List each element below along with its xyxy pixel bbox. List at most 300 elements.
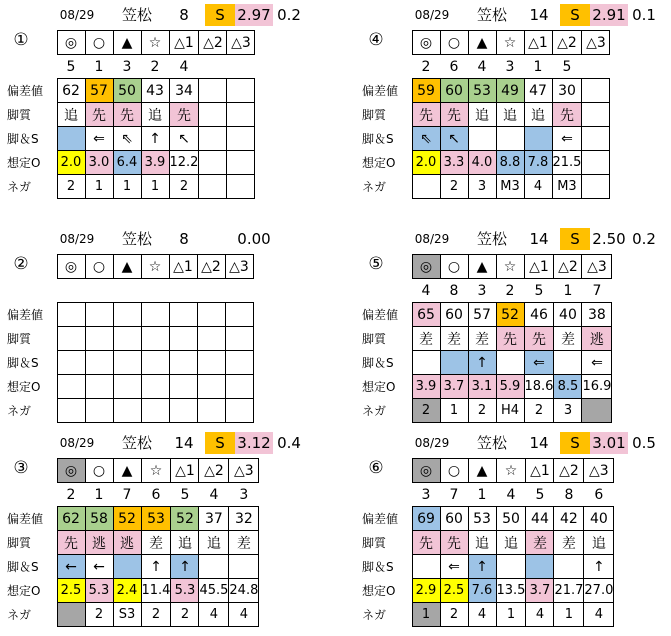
race-index: ④ <box>368 30 384 50</box>
value-cell: 52 <box>496 303 524 327</box>
value-cell: 2 <box>524 399 554 423</box>
race-score: 2.97 <box>235 4 273 26</box>
value-cell: 2 <box>85 603 113 627</box>
value-cell <box>524 127 552 151</box>
value-cell: 16.9 <box>582 375 612 399</box>
race-header <box>360 226 660 250</box>
mark-cell: ○ <box>440 255 468 279</box>
value-cell: 18.6 <box>524 375 554 399</box>
value-cell: 先 <box>113 103 141 127</box>
value-cell: ↑ <box>141 127 169 151</box>
value-cell <box>57 327 85 351</box>
data-row <box>5 127 255 151</box>
value-cell <box>85 351 113 375</box>
mark-cell: ▲ <box>468 459 496 483</box>
value-cell: 追 <box>468 103 496 127</box>
value-cell <box>141 351 169 375</box>
value-cell: 追 <box>57 103 85 127</box>
row-label: 脚質 <box>362 108 387 122</box>
value-cell: ⇐ <box>552 127 582 151</box>
value-cell: 5.9 <box>496 375 524 399</box>
race-grade <box>205 228 235 250</box>
value-cell: 先 <box>57 531 85 555</box>
race-index: ③ <box>13 458 29 478</box>
data-row <box>360 103 610 127</box>
value-cell: 先 <box>552 103 582 127</box>
race-runners: 14 <box>529 230 549 248</box>
race-runners: 8 <box>179 6 189 24</box>
race-panel-p1 <box>5 2 305 202</box>
value-cell <box>113 351 141 375</box>
horse-number: 5 <box>535 486 545 503</box>
value-cell: 逃 <box>113 531 141 555</box>
value-cell: 44 <box>526 507 554 531</box>
row-label: 想定O <box>7 156 41 170</box>
mark-cell: ☆ <box>496 255 524 279</box>
value-cell <box>199 175 227 199</box>
value-cell: 3.3 <box>440 151 468 175</box>
value-cell: 2 <box>440 175 468 199</box>
value-cell: 4.0 <box>468 151 496 175</box>
marks-row <box>5 459 259 483</box>
value-cell <box>582 399 612 423</box>
mark-cell: △1 <box>169 31 199 55</box>
race-place: 笠松 <box>121 6 152 24</box>
race-margin: 0.1 <box>632 6 656 24</box>
mark-cell: ○ <box>440 459 468 483</box>
row-label: 脚質 <box>7 108 32 122</box>
value-cell <box>225 375 253 399</box>
value-cell: 50 <box>113 79 141 103</box>
value-cell <box>113 375 141 399</box>
row-label: 脚質 <box>362 536 387 550</box>
value-cell <box>169 351 197 375</box>
horse-number: 4 <box>477 58 487 75</box>
mark-cell: △2 <box>199 459 229 483</box>
race-score: 0.00 <box>237 230 271 248</box>
row-label: 想定O <box>362 584 396 598</box>
race-grade: S <box>205 4 235 26</box>
prediction-table <box>360 458 614 627</box>
row-label-empty <box>360 483 412 507</box>
horse-number: 4 <box>209 486 219 503</box>
value-cell <box>199 79 227 103</box>
value-cell <box>85 375 113 399</box>
mark-cell: ○ <box>440 31 468 55</box>
row-label-empty <box>5 459 57 483</box>
value-cell <box>197 351 225 375</box>
value-cell: 43 <box>141 79 169 103</box>
value-cell: 逃 <box>582 327 612 351</box>
race-score: 2.50 <box>592 230 626 248</box>
value-cell: 4 <box>468 603 496 627</box>
mark-cell: ◎ <box>57 255 85 279</box>
value-cell: 2.9 <box>412 579 440 603</box>
mark-cell: ▲ <box>468 255 496 279</box>
horse-number: 4 <box>179 58 189 75</box>
value-cell <box>554 351 582 375</box>
value-cell <box>197 303 225 327</box>
row-label-empty <box>360 31 412 55</box>
data-row <box>5 151 255 175</box>
race-date: 08/29 <box>414 232 450 246</box>
value-cell: 2 <box>57 175 85 199</box>
value-cell: 2.4 <box>113 579 141 603</box>
value-cell <box>227 127 255 151</box>
data-row <box>360 79 610 103</box>
race-date: 08/29 <box>59 436 95 450</box>
horse-number <box>225 279 253 303</box>
value-cell: 47 <box>524 79 552 103</box>
horse-number-row <box>360 279 612 303</box>
mark-cell: ◎ <box>57 459 85 483</box>
value-cell: 11.4 <box>141 579 171 603</box>
prediction-table <box>360 30 610 199</box>
value-cell: 先 <box>412 531 440 555</box>
race-grade: S <box>205 432 235 454</box>
value-cell <box>496 127 524 151</box>
value-cell: ↑ <box>468 555 496 579</box>
value-cell: 40 <box>584 507 614 531</box>
mark-cell: △1 <box>169 255 197 279</box>
value-cell <box>526 555 554 579</box>
data-row <box>5 579 259 603</box>
row-label-empty <box>5 279 57 303</box>
horse-number-row <box>5 483 259 507</box>
value-cell <box>412 175 440 199</box>
row-label: ネガ <box>362 404 387 418</box>
horse-number: 2 <box>421 58 431 75</box>
row-label: 脚＆S <box>7 560 39 574</box>
value-cell: 先 <box>524 327 554 351</box>
value-cell <box>141 303 169 327</box>
value-cell <box>141 399 169 423</box>
data-row <box>5 531 259 555</box>
mark-cell: △1 <box>171 459 199 483</box>
row-label-empty <box>360 55 412 79</box>
value-cell <box>468 127 496 151</box>
value-cell <box>57 603 85 627</box>
value-cell: ← <box>85 555 113 579</box>
horse-number <box>227 55 255 79</box>
value-cell: 37 <box>199 507 229 531</box>
horse-number: 1 <box>563 282 573 299</box>
horse-number <box>57 279 85 303</box>
row-label-empty <box>5 31 57 55</box>
mark-cell: △2 <box>199 31 227 55</box>
horse-number: 3 <box>505 58 515 75</box>
horse-number-row <box>360 55 610 79</box>
value-cell: 5.3 <box>171 579 199 603</box>
horse-number: 1 <box>94 486 104 503</box>
marks-row <box>5 255 253 279</box>
race-score: 3.12 <box>235 432 273 454</box>
horse-number: 8 <box>449 282 459 299</box>
mark-cell: △2 <box>554 459 584 483</box>
value-cell: 2 <box>141 603 171 627</box>
horse-number: 7 <box>122 486 132 503</box>
value-cell <box>169 303 197 327</box>
race-index: ② <box>13 254 29 274</box>
value-cell: 8.5 <box>554 375 582 399</box>
value-cell: 2 <box>412 399 440 423</box>
value-cell: 先 <box>440 103 468 127</box>
horse-number-row <box>5 279 253 303</box>
prediction-table <box>5 30 255 199</box>
marks-row <box>5 31 255 55</box>
value-cell: 追 <box>199 531 229 555</box>
mark-cell: ◎ <box>412 459 440 483</box>
value-cell <box>412 555 440 579</box>
value-cell <box>227 79 255 103</box>
value-cell: 13.5 <box>496 579 526 603</box>
horse-number-row <box>360 483 614 507</box>
mark-cell: ☆ <box>141 255 169 279</box>
horse-number: 1 <box>533 58 543 75</box>
value-cell: ↑ <box>584 555 614 579</box>
race-panel-p2 <box>5 226 305 426</box>
data-row <box>360 303 612 327</box>
value-cell: 57 <box>85 79 113 103</box>
value-cell: 1 <box>113 175 141 199</box>
value-cell: 4 <box>526 603 554 627</box>
race-date: 08/29 <box>414 8 450 22</box>
race-margin: 0.2 <box>277 6 301 24</box>
value-cell <box>412 351 440 375</box>
value-cell: 3 <box>468 175 496 199</box>
value-cell: 差 <box>229 531 259 555</box>
mark-cell: ▲ <box>468 31 496 55</box>
value-cell <box>57 375 85 399</box>
value-cell <box>199 127 227 151</box>
row-label: 脚＆S <box>7 132 39 146</box>
value-cell <box>85 303 113 327</box>
horse-number <box>85 279 113 303</box>
data-row <box>5 327 253 351</box>
value-cell: ↖ <box>169 127 199 151</box>
horse-number: 3 <box>122 58 132 75</box>
value-cell: 追 <box>496 103 524 127</box>
value-cell: ↖ <box>440 127 468 151</box>
horse-number: 2 <box>505 282 515 299</box>
value-cell: 1 <box>496 603 526 627</box>
value-cell: 24.8 <box>229 579 259 603</box>
row-label-empty <box>5 255 57 279</box>
value-cell <box>113 303 141 327</box>
row-label: 偏差値 <box>362 308 399 322</box>
value-cell: 62 <box>57 79 85 103</box>
race-panel-p6 <box>360 430 660 630</box>
data-row <box>5 507 259 531</box>
value-cell: 1 <box>141 175 169 199</box>
value-cell: 先 <box>85 103 113 127</box>
row-label: 脚＆S <box>362 132 394 146</box>
row-label: ネガ <box>362 608 387 622</box>
value-cell: ⇐ <box>524 351 554 375</box>
value-cell: 49 <box>496 79 524 103</box>
value-cell: 3.9 <box>412 375 440 399</box>
horse-number: 2 <box>66 486 76 503</box>
race-runners: 14 <box>529 6 549 24</box>
mark-cell: △1 <box>524 255 554 279</box>
value-cell: H4 <box>496 399 524 423</box>
value-cell <box>582 175 610 199</box>
row-label: 偏差値 <box>7 308 44 322</box>
mark-cell: ○ <box>85 31 113 55</box>
data-row <box>5 103 255 127</box>
horse-number: 1 <box>477 486 487 503</box>
value-cell <box>57 351 85 375</box>
value-cell <box>496 555 526 579</box>
value-cell: 差 <box>554 531 584 555</box>
race-header <box>5 430 305 454</box>
race-place: 笠松 <box>476 6 507 24</box>
row-label-empty <box>5 55 57 79</box>
data-row <box>360 399 612 423</box>
race-place: 笠松 <box>121 434 152 452</box>
data-row <box>360 507 614 531</box>
mark-cell: △2 <box>552 31 582 55</box>
mark-cell: △3 <box>225 255 253 279</box>
race-date: 08/29 <box>414 436 450 450</box>
race-margin <box>273 228 305 250</box>
horse-number <box>169 279 197 303</box>
mark-cell: ☆ <box>496 459 526 483</box>
race-runners: 14 <box>529 434 549 452</box>
race-grade: S <box>560 228 590 250</box>
data-row <box>360 603 614 627</box>
horse-number: 5 <box>66 58 76 75</box>
data-row <box>360 375 612 399</box>
value-cell: ↑ <box>171 555 199 579</box>
row-label: ネガ <box>7 180 32 194</box>
race-header <box>5 2 305 26</box>
value-cell: 2.0 <box>412 151 440 175</box>
data-row <box>5 79 255 103</box>
row-label: 脚＆S <box>7 356 39 370</box>
value-cell <box>582 103 610 127</box>
horse-number: 3 <box>421 486 431 503</box>
horse-number <box>113 279 141 303</box>
race-runners: 8 <box>179 230 189 248</box>
value-cell: 62 <box>57 507 85 531</box>
value-cell <box>582 79 610 103</box>
horse-number: 5 <box>562 58 572 75</box>
row-label-empty <box>360 459 412 483</box>
value-cell <box>113 399 141 423</box>
row-label: 想定O <box>362 380 396 394</box>
value-cell: 追 <box>468 531 496 555</box>
value-cell <box>199 103 227 127</box>
value-cell: 21.5 <box>552 151 582 175</box>
mark-cell: △2 <box>554 255 582 279</box>
row-label-empty <box>360 279 412 303</box>
value-cell <box>169 375 197 399</box>
value-cell: 69 <box>412 507 440 531</box>
horse-number <box>199 55 227 79</box>
horse-number: 7 <box>592 282 602 299</box>
horse-number: 4 <box>506 486 516 503</box>
race-index: ⑥ <box>368 458 384 478</box>
value-cell <box>227 103 255 127</box>
value-cell: 59 <box>412 79 440 103</box>
value-cell: 27.0 <box>584 579 614 603</box>
data-row <box>360 151 610 175</box>
value-cell: 3 <box>554 399 582 423</box>
value-cell: M3 <box>552 175 582 199</box>
value-cell: 差 <box>141 531 171 555</box>
race-panel-p4 <box>360 2 660 202</box>
mark-cell: ◎ <box>412 31 440 55</box>
mark-cell: △3 <box>229 459 259 483</box>
value-cell: 2 <box>169 175 199 199</box>
value-cell <box>582 127 610 151</box>
data-row <box>5 303 253 327</box>
value-cell: 2.5 <box>440 579 468 603</box>
value-cell: ⇐ <box>440 555 468 579</box>
value-cell: M3 <box>496 175 524 199</box>
value-cell: 40 <box>554 303 582 327</box>
value-cell: 21.7 <box>554 579 584 603</box>
value-cell: 42 <box>554 507 584 531</box>
value-cell: 差 <box>526 531 554 555</box>
row-label: ネガ <box>7 404 32 418</box>
value-cell <box>229 555 259 579</box>
value-cell: 差 <box>440 327 468 351</box>
prediction-table <box>5 254 254 423</box>
row-label: 偏差値 <box>362 84 399 98</box>
data-row <box>5 603 259 627</box>
horse-number <box>141 279 169 303</box>
race-header <box>5 226 305 250</box>
value-cell: 52 <box>171 507 199 531</box>
marks-row <box>360 459 614 483</box>
value-cell <box>141 327 169 351</box>
value-cell <box>582 151 610 175</box>
value-cell: 追 <box>141 103 169 127</box>
horse-number: 5 <box>180 486 190 503</box>
horse-number: 5 <box>534 282 544 299</box>
value-cell: 53 <box>468 507 496 531</box>
value-cell <box>57 399 85 423</box>
race-margin: 0.4 <box>277 434 301 452</box>
mark-cell: ☆ <box>141 31 169 55</box>
race-place: 笠松 <box>476 434 507 452</box>
mark-cell: ▲ <box>113 255 141 279</box>
value-cell: 2 <box>440 603 468 627</box>
value-cell <box>227 175 255 199</box>
horse-number: 4 <box>421 282 431 299</box>
row-label: 偏差値 <box>7 512 44 526</box>
value-cell <box>225 327 253 351</box>
mark-cell: ☆ <box>141 459 171 483</box>
value-cell: 2 <box>171 603 199 627</box>
data-row <box>360 555 614 579</box>
value-cell: 60 <box>440 303 468 327</box>
mark-cell: ☆ <box>496 31 524 55</box>
value-cell: 1 <box>554 603 584 627</box>
race-place: 笠松 <box>121 230 152 248</box>
mark-cell: ○ <box>85 255 113 279</box>
data-row <box>360 175 610 199</box>
value-cell: S3 <box>113 603 141 627</box>
value-cell <box>169 399 197 423</box>
value-cell: 60 <box>440 507 468 531</box>
value-cell: 3.1 <box>468 375 496 399</box>
mark-cell: ◎ <box>57 31 85 55</box>
value-cell: 45.5 <box>199 579 229 603</box>
value-cell <box>197 327 225 351</box>
